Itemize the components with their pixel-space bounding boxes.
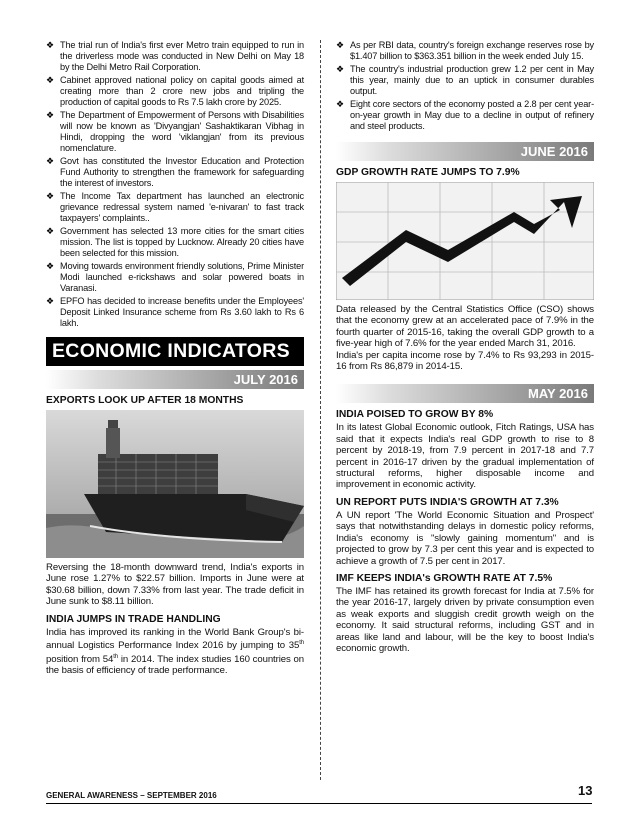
bullet-text: Moving towards environment friendly solutions, Prime Minister Modi launched e-rickshaws and solar powered boats in Varanasi. xyxy=(60,261,304,293)
list-item xyxy=(46,40,304,73)
diamond-bullet-icon: ❖ xyxy=(46,40,54,50)
diamond-bullet-icon: ❖ xyxy=(46,226,54,236)
diamond-bullet-icon: ❖ xyxy=(46,296,54,306)
left-bullet-list xyxy=(46,40,304,329)
un-report-headline: UN REPORT PUTS INDIA'S GROWTH AT 7.3% xyxy=(336,496,559,508)
diamond-bullet-icon: ❖ xyxy=(336,64,344,74)
bullet-text: The trial run of India's first ever Metro train equipped to run in the driverless mode was conducted in New Delhi on May 18 by the Delhi Metro Rail Corporation. xyxy=(60,40,304,72)
growth-arrow-image xyxy=(336,182,594,300)
bullet-text: As per RBI data, country's foreign exchange reserves rose by $1.407 billion to $363.351 billion in the week ended July 15. xyxy=(350,40,594,61)
trade-handling-headline: INDIA JUMPS IN TRADE HANDLING xyxy=(46,613,221,625)
bullet-text: Eight core sectors of the economy posted a 2.8 per cent year-on-year growth in May due to a decline in output of refinery and steel products. xyxy=(350,99,594,131)
cargo-ship-image xyxy=(46,410,304,558)
list-item xyxy=(336,40,594,62)
list-item xyxy=(46,156,304,189)
gdp-headline: GDP GROWTH RATE JUMPS TO 7.9% xyxy=(336,167,520,178)
list-item xyxy=(336,99,594,132)
superscript: th xyxy=(113,653,119,660)
list-item xyxy=(46,296,304,329)
list-item xyxy=(46,110,304,154)
list-item xyxy=(46,261,304,294)
poised-body: In its latest Global Economic outlook, Fitch Ratings, USA has said that it expects India's real GDP growth to rise to 8 percent by 2018-19, from 7.9 percent in 2017-18 and 7.7 percent in 2016-17 driven by the gradual implementation of structural reforms, higher disposable income and improvement in economic activity. xyxy=(336,422,594,491)
gdp-body-1: Data released by the Central Statistics Office (CSO) shows that the economy grew at an accelerated pace of 7.9% in the fourth quarter of 2015-16, taking the overall GDP growth to a five-year high of 7.6% for the year ended March 31, 2016. xyxy=(336,304,594,350)
diamond-bullet-icon: ❖ xyxy=(46,156,54,166)
body-text: India has improved its ranking in the World Bank Group's bi-annual Logistics Performance Index 2016 by jumping to 35 xyxy=(46,626,304,652)
diamond-bullet-icon: ❖ xyxy=(46,191,54,201)
body-text: in 2014. The index studies 160 countries on the basis of efficiency of trade performance. xyxy=(46,653,304,677)
list-item xyxy=(46,191,304,224)
month-label-june: JUNE 2016 xyxy=(336,142,594,161)
diamond-bullet-icon: ❖ xyxy=(336,99,344,109)
bullet-text: The Department of Empowerment of Persons with Disabilities will now be known as 'Divyangjan' Sashaktikaran Vibhag in Hindi, dropping the word 'viklangjan' from its previous nomenclature. xyxy=(60,110,304,153)
diamond-bullet-icon: ❖ xyxy=(46,75,54,85)
footer-label: GENERAL AWARENESS – SEPTEMBER 2016 xyxy=(46,791,217,800)
section-banner: ECONOMIC INDICATORS xyxy=(46,337,304,366)
bullet-text: Cabinet approved national policy on capital goods aimed at creating more than 2 crore new jobs and tripling the production of capital goods to Rs 7.5 lakh crore by 2025. xyxy=(60,75,304,107)
imf-body: The IMF has retained its growth forecast for India at 7.5% for the year 2016-17, largely driven by private consumption even as weak exports and sluggish credit growth weigh on the economy. It said structural reforms, including GST and in areas like land and labour, will be the key to boost India's economic growth. xyxy=(336,585,594,654)
list-item xyxy=(46,226,304,259)
diamond-bullet-icon: ❖ xyxy=(336,40,344,50)
month-label-may: MAY 2016 xyxy=(336,384,594,403)
trade-handling-body xyxy=(46,627,304,677)
gdp-body-2: India's per capita income rose by 7.4% to Rs 93,293 in 2015-16 from Rs 86,879 in 2014-15. xyxy=(336,349,594,373)
bullet-text: The Income Tax department has launched an electronic grievance redressal system named 'e-nivaran' to fast track taxpayers' complaints.. xyxy=(60,191,304,223)
exports-headline: EXPORTS LOOK UP AFTER 18 MONTHS xyxy=(46,395,244,406)
left-column xyxy=(46,40,304,677)
bullet-text: The country's industrial production grew 1.2 per cent in May this year, mainly due to an uptick in consumer durables output. xyxy=(350,64,594,96)
bullet-text: Govt has constituted the Investor Education and Protection Fund Authority to strengthen the framework for safeguarding the interest of investors. xyxy=(60,156,304,188)
diamond-bullet-icon: ❖ xyxy=(46,261,54,271)
exports-body: Reversing the 18-month downward trend, India's exports in June rose 1.27% to $22.57 billion. Imports in June were at $30.68 billion, down 7.33% from last year. The trade deficit in June sunk to $8.11 billion. xyxy=(46,562,304,608)
month-label-july: JULY 2016 xyxy=(46,370,304,389)
superscript: th xyxy=(299,640,304,647)
column-divider xyxy=(320,40,321,780)
footer-rule xyxy=(46,803,592,804)
list-item xyxy=(336,64,594,97)
right-bullet-list xyxy=(336,40,594,132)
poised-headline: INDIA POISED TO GROW BY 8% xyxy=(336,409,494,421)
page-number: 13 xyxy=(578,783,593,798)
diamond-bullet-icon: ❖ xyxy=(46,110,54,120)
right-column xyxy=(336,40,594,654)
bullet-text: EPFO has decided to increase benefits under the Employees' Deposit Linked Insurance scheme from Rs 3.60 lakh to Rs 6 lakh. xyxy=(60,296,304,328)
body-text: position from 54 xyxy=(46,653,114,665)
bullet-text: Government has selected 13 more cities for the smart cities mission. The list is topped by Lucknow. Already 20 cities have been selected for this mission. xyxy=(60,226,304,258)
list-item xyxy=(46,75,304,108)
imf-headline: IMF KEEPS INDIA's GROWTH RATE AT 7.5% xyxy=(336,572,553,584)
un-report-body: A UN report 'The World Economic Situation and Prospect' says that notwithstanding delays in domestic policy reforms, India's economy is "slowly gaining momentum" and is projected to grow by 7.3 per cent this year and is expected to achieve a growth of 7.5 per cent in 2017. xyxy=(336,509,594,567)
